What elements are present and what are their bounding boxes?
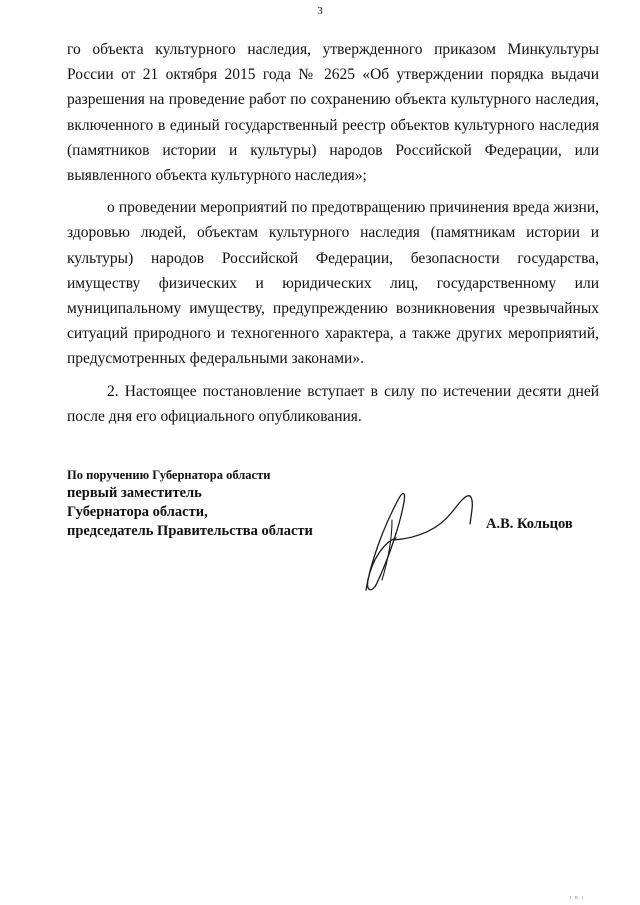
- position-line-2: Губернатора области,: [67, 504, 208, 520]
- on-behalf-line: По поручению Губернатора области: [67, 468, 271, 482]
- position-line-1: первый заместитель: [67, 485, 202, 501]
- handwritten-signature-icon: [348, 480, 498, 595]
- paragraph-continuation: го объекта культурного наследия, утвержденного приказом Минкультуры России от 21 октября 2015 года № 2625 «Об утверждении порядка выдачи разрешения на проведение работ по сохранению объекта культурного наследия, включенного в единый государственный реестр объектов культурного наследия (памятников истории и культуры) народов Российской Федерации, или выявленного объекта культурного наследия»;: [67, 41, 599, 185]
- body-text: [67, 37, 599, 429]
- signatory-position: [67, 466, 367, 541]
- signer-name: А.В. Кольцов: [486, 516, 573, 532]
- paragraph-measures: о проведении мероприятий по предотвращению причинения вреда жизни, здоровью людей, объектам культурного наследия (памятникам истории и культуры) народов Российской Федерации, безопасности государства, имуществу физических и юридических лиц, государственному или муниципальному имуществу, предупреждению возникновения чрезвычайных ситуаций природного и техногенного характера, а также других мероприятий, предусмотренных федеральными законами».: [67, 199, 599, 368]
- position-line-3: председатель Правительства области: [67, 523, 313, 539]
- page-number: 3: [317, 5, 323, 17]
- paragraph-effective-date: 2. Настоящее постановление вступает в силу по истечении десяти дней после дня его официального опубликования.: [67, 382, 599, 425]
- footer-mark: ı ʙ ı: [569, 895, 584, 901]
